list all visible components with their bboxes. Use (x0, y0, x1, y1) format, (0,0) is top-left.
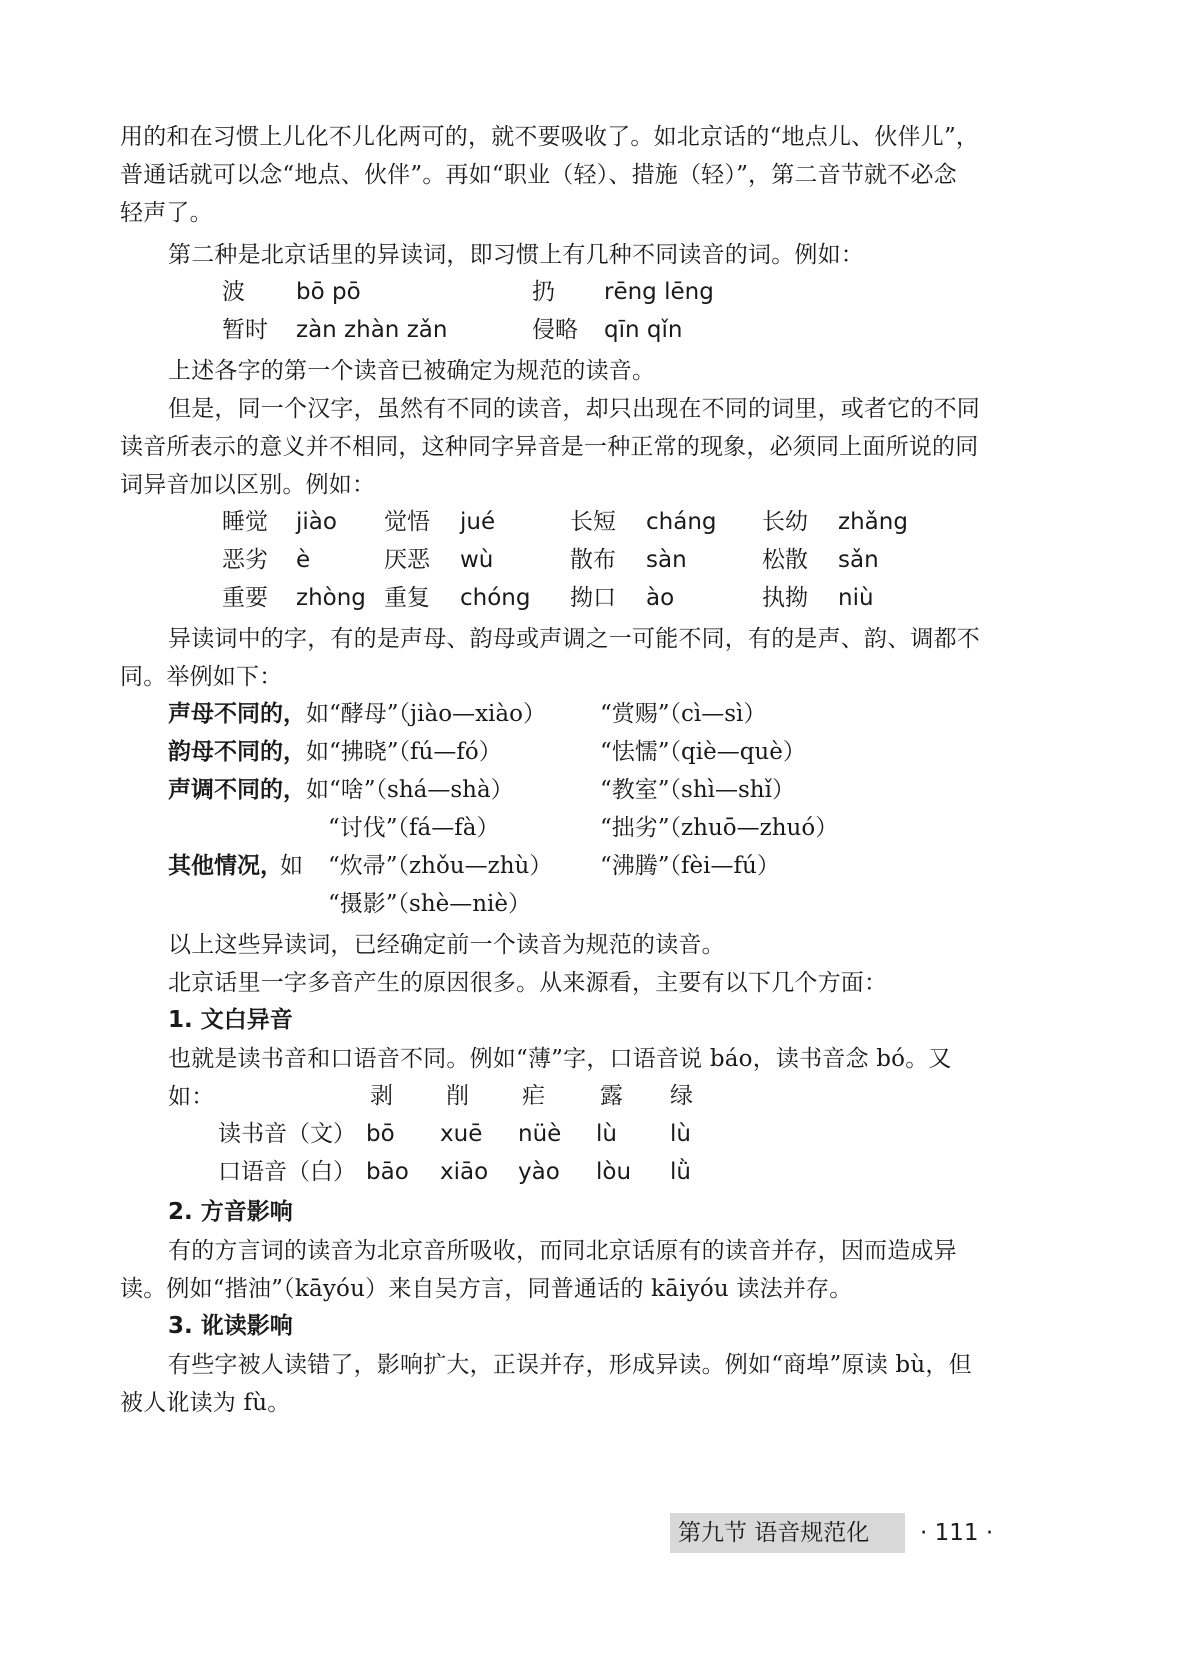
paragraph: 有些字被人读错了，影响扩大，正误并存，形成异读。例如“商埠”原读 bù，但被人讹读为 fù。 (120, 1352, 972, 1416)
paragraph: 但是，同一个汉字，虽然有不同的读音，却只出现在不同的词里，或者它的不同读音所表示的意义并不相同，这种同字异音是一种正常的现象，必须同上面所说的同词异音加以区别。例如： (120, 396, 980, 498)
variant-word: 侵略 (532, 317, 578, 343)
reading-cell: xiāo (440, 1159, 489, 1185)
variant-readings: bō pō (296, 279, 361, 305)
reading-cell: bō (366, 1121, 395, 1147)
polyphone-word: 松散 (762, 547, 808, 573)
polyphone-reading: ào (646, 585, 675, 611)
polyphone-reading: jiào (296, 509, 337, 535)
polyphone-word: 觉悟 (384, 509, 430, 535)
example-label: 声母不同的， (168, 701, 306, 727)
paragraph: 异读词中的字，有的是声母、韵母或声调之一可能不同，有的是声、韵、调都不同。举例如下： (120, 626, 980, 690)
reading-cell: lù (670, 1121, 691, 1147)
example-item: “怯懦”（qiè—què） (600, 739, 806, 765)
polyphone-reading: zhòng (296, 585, 366, 611)
polyphone-word: 执拗 (762, 585, 808, 611)
reading-cell: nüè (518, 1121, 562, 1147)
polyphone-reading: zhǎng (838, 509, 908, 535)
example-item: “讨伐”（fá—fà） (328, 815, 500, 841)
paragraph: 有的方言词的读音为北京音所吸收，而同北京话原有的读音并存，因而造成异读。例如“揩油”（kāyóu）来自吴方言，同普通话的 kāiyóu 读法并存。 (120, 1238, 957, 1302)
paragraph: 第二种是北京话里的异读词，即习惯上有几种不同读音的词。例如： (168, 242, 864, 268)
example-item: 如“拂晓”（fú—fó） (306, 739, 502, 765)
polyphone-word: 长短 (570, 509, 616, 535)
example-item: “拙劣”（zhuō—zhuó） (600, 815, 839, 841)
row-label: 读书音（文） (218, 1121, 356, 1147)
reading-cell: lòu (596, 1159, 632, 1185)
variant-readings: zàn zhàn zǎn (296, 317, 448, 343)
polyphone-word: 恶劣 (222, 547, 268, 573)
variant-readings: qīn qǐn (604, 317, 683, 343)
polyphone-reading: jué (460, 509, 496, 535)
example-label: 其他情况， (168, 853, 283, 879)
variant-readings: rēng lēng (604, 279, 714, 305)
reading-cell: lǜ (670, 1159, 691, 1185)
char-cell: 削 (446, 1083, 469, 1109)
page-number: · 111 · (920, 1520, 994, 1546)
polyphone-word: 散布 (570, 547, 616, 573)
section-heading: 1. 文白异音 (168, 1007, 293, 1033)
variant-word: 暂时 (222, 317, 268, 343)
polyphone-reading: sǎn (838, 547, 879, 573)
variant-word: 波 (222, 279, 245, 305)
paragraph: 也就是读书音和口语音不同。例如“薄”字，口语音说 báo，读书音念 bó。又如： (168, 1046, 952, 1110)
char-cell: 绿 (670, 1083, 693, 1109)
polyphone-word: 重复 (384, 585, 430, 611)
char-cell: 疟 (522, 1083, 545, 1109)
example-label: 声调不同的， (168, 777, 306, 803)
polyphone-reading: cháng (646, 509, 717, 535)
example-item: 如“啥”（shá—shà） (306, 777, 514, 803)
example-item: “摄影”（shè—niè） (328, 891, 532, 917)
section-heading: 3. 讹读影响 (168, 1313, 293, 1339)
polyphone-reading: niù (838, 585, 874, 611)
polyphone-reading: chóng (460, 585, 531, 611)
polyphone-word: 长幼 (762, 509, 808, 535)
polyphone-word: 拗口 (570, 585, 616, 611)
polyphone-reading: è (296, 547, 311, 573)
example-item: “教室”（shì—shǐ） (600, 777, 795, 803)
example-item: “赏赐”（cì—sì） (600, 701, 767, 727)
example-ru: 如 (280, 853, 303, 879)
variant-word: 扔 (532, 279, 555, 305)
reading-cell: yào (518, 1159, 560, 1185)
reading-cell: xuē (440, 1121, 483, 1147)
example-item: 如“酵母”（jiào—xiào） (306, 701, 546, 727)
reading-cell: lù (596, 1121, 617, 1147)
paragraph: 以上这些异读词，已经确定前一个读音为规范的读音。 (168, 932, 725, 958)
polyphone-reading: sàn (646, 547, 687, 573)
polyphone-word: 睡觉 (222, 509, 268, 535)
example-item: “炊帚”（zhǒu—zhù） (328, 853, 553, 879)
example-label: 韵母不同的， (168, 739, 306, 765)
polyphone-word: 厌恶 (384, 547, 430, 573)
reading-cell: bāo (366, 1159, 409, 1185)
paragraph: 北京话里一字多音产生的原因很多。从来源看，主要有以下几个方面： (168, 970, 888, 996)
char-cell: 露 (600, 1083, 623, 1109)
section-heading: 2. 方音影响 (168, 1199, 293, 1225)
polyphone-reading: wù (460, 547, 494, 573)
row-label: 口语音（白） (218, 1159, 356, 1185)
paragraph: 用的和在习惯上儿化不儿化两可的，就不要吸收了。如北京话的“地点儿、伙伴儿”，普通话就可以念“地点、伙伴”。再如“职业（轻）、措施（轻）”，第二音节就不必念轻声了。 (120, 124, 980, 226)
char-cell: 剥 (370, 1083, 393, 1109)
running-footer-section: 第九节 语音规范化 (670, 1513, 905, 1553)
example-item: “沸腾”（fèi—fú） (600, 853, 780, 879)
paragraph: 上述各字的第一个读音已被确定为规范的读音。 (168, 358, 656, 384)
polyphone-word: 重要 (222, 585, 268, 611)
